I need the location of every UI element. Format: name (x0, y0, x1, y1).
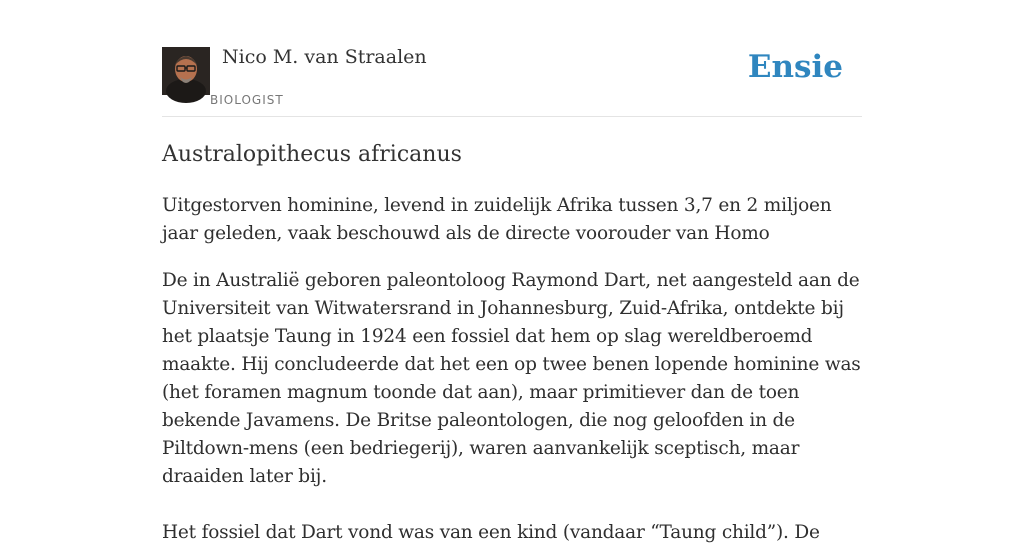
article-paragraph: De in Australië geboren paleontoloog Raymond Dart, net aangesteld aan de Universiteit van Witwatersrand in Johannesburg, Zuid-Afrika, ontdekte bij het plaatsje Taung in 1924 een fossiel dat hem op slag wereldberoemd maakte. Hij concludeerde dat het een op twee benen lopende hominine was (het foramen magnum toonde dat aan), maar primitiever dan de toen bekende Javamens. De Britse paleontologen, die nog geloofden in de Piltdown-mens (een bedriegerij), waren aanvankelijk sceptisch, maar draaiden later bij. (162, 270, 861, 487)
author-avatar[interactable] (162, 47, 210, 95)
brand-logo[interactable]: Ensie (747, 49, 843, 85)
article-content (162, 140, 862, 547)
article-paragraph: Het fossiel dat Dart vond was van een kind (vandaar “Taung child”). De (162, 522, 820, 543)
article-title: Australopithecus africanus (162, 142, 462, 167)
author-role: BIOLOGIST (210, 93, 284, 107)
author-header (162, 46, 862, 117)
author-portrait-icon (162, 47, 210, 95)
article-summary: Uitgestorven hominine, levend in zuidelijk Afrika tussen 3,7 en 2 miljoen jaar geleden, vaak beschouwd als de directe voorouder van Homo (162, 195, 832, 244)
author-name[interactable]: Nico M. van Straalen (222, 46, 427, 68)
